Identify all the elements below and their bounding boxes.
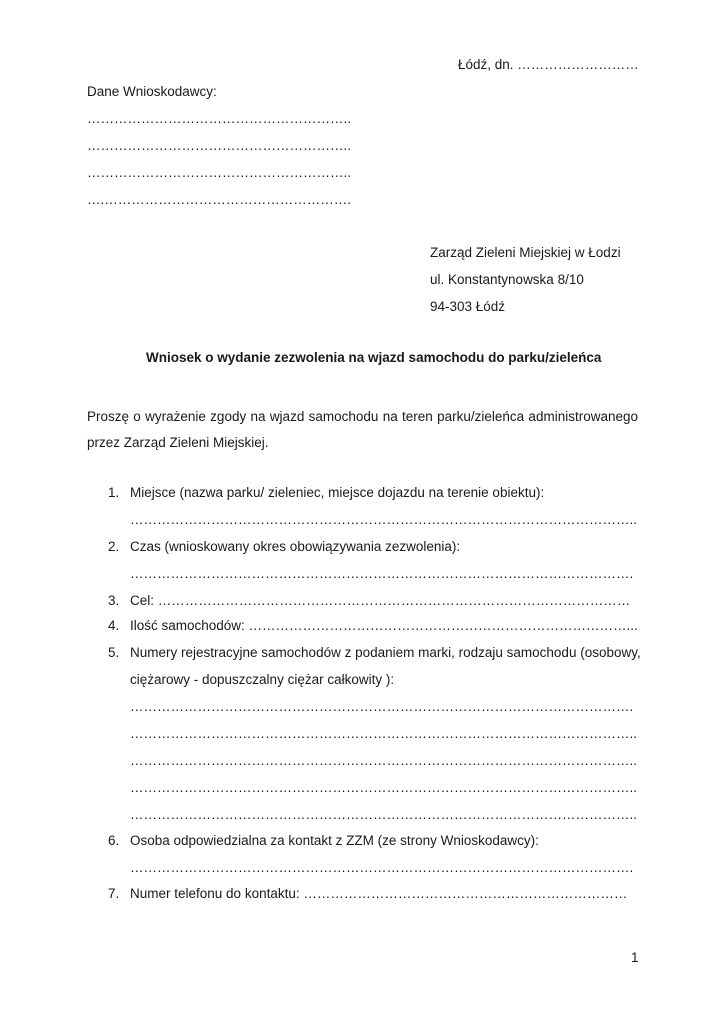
item-number: 6. bbox=[108, 833, 120, 848]
item-number: 4. bbox=[108, 618, 120, 633]
applicant-line: ….………………………………………………. bbox=[87, 192, 352, 207]
item-contact-person-fill: …………………………………………………………………………………………………. bbox=[130, 860, 634, 875]
item-registration-fill: ………………………………………………………………………………………………….. bbox=[130, 726, 638, 741]
applicant-line: ………………………………………………….. bbox=[87, 111, 352, 126]
item-registration-fill: ………………………………………………………………………………………………….. bbox=[130, 807, 638, 822]
item-place-fill: ………………………………………………………………………………………………….. bbox=[130, 512, 638, 527]
item-number: 1. bbox=[108, 485, 120, 500]
intro-paragraph: Proszę o wyrażenie zgody na wjazd samochodu na teren parku/zieleńca administrowanego przez Zarząd Zieleni Miejskiej. bbox=[87, 409, 638, 450]
item-number: 3. bbox=[108, 593, 120, 608]
applicant-line: ………………………………………………….. bbox=[87, 138, 352, 153]
applicant-line: ………………………………………………….. bbox=[87, 165, 352, 180]
item-number: 2. bbox=[108, 539, 120, 554]
applicant-label: Dane Wnioskodawcy: bbox=[87, 84, 217, 99]
page-number: 1 bbox=[631, 950, 639, 965]
item-registration-label: Numery rejestracyjne samochodów z podaniem marki, rodzaju samochodu (osobowy, bbox=[130, 645, 641, 660]
item-registration-label-cont: ciężarowy - dopuszczalny ciężar całkowity ): bbox=[130, 672, 395, 687]
item-number: 7. bbox=[108, 886, 120, 901]
item-place-label: Miejsce (nazwa parku/ zieleniec, miejsce dojazdu na terenie obiektu): bbox=[130, 485, 545, 500]
item-registration-fill: ………………………………………………………………………………………………….. bbox=[130, 753, 638, 768]
item-time-label: Czas (wnioskowany okres obowiązywania zezwolenia): bbox=[130, 539, 461, 554]
item-registration-fill: …………………………………………………………………………………………………. bbox=[130, 699, 634, 714]
item-contact-person-label: Osoba odpowiedzialna za kontakt z ZZM (ze strony Wnioskodawcy): bbox=[130, 833, 539, 848]
document-title: Wniosek o wydanie zezwolenia na wjazd samochodu do parku/zieleńca bbox=[146, 350, 602, 365]
item-phone: Numer telefonu do kontaktu: ……………………………………………………………… bbox=[130, 886, 628, 901]
item-purpose: Cel: …………………………………………………………………………………………… bbox=[130, 593, 631, 608]
item-registration-fill: ………………………………………………………………………………………………….. bbox=[130, 780, 638, 795]
item-number: 5. bbox=[108, 645, 120, 660]
recipient-name: Zarząd Zieleni Miejskiej w Łodzi bbox=[430, 245, 621, 260]
recipient-street: ul. Konstantynowska 8/10 bbox=[430, 272, 584, 287]
item-car-count: Ilość samochodów: …………………………………………………………………………... bbox=[130, 618, 638, 633]
recipient-postal: 94-303 Łódź bbox=[430, 299, 506, 314]
item-time-fill: …………………………………………………………………………………………………. bbox=[130, 566, 634, 581]
place-date: Łódź, dn. ……………………… bbox=[458, 57, 639, 72]
